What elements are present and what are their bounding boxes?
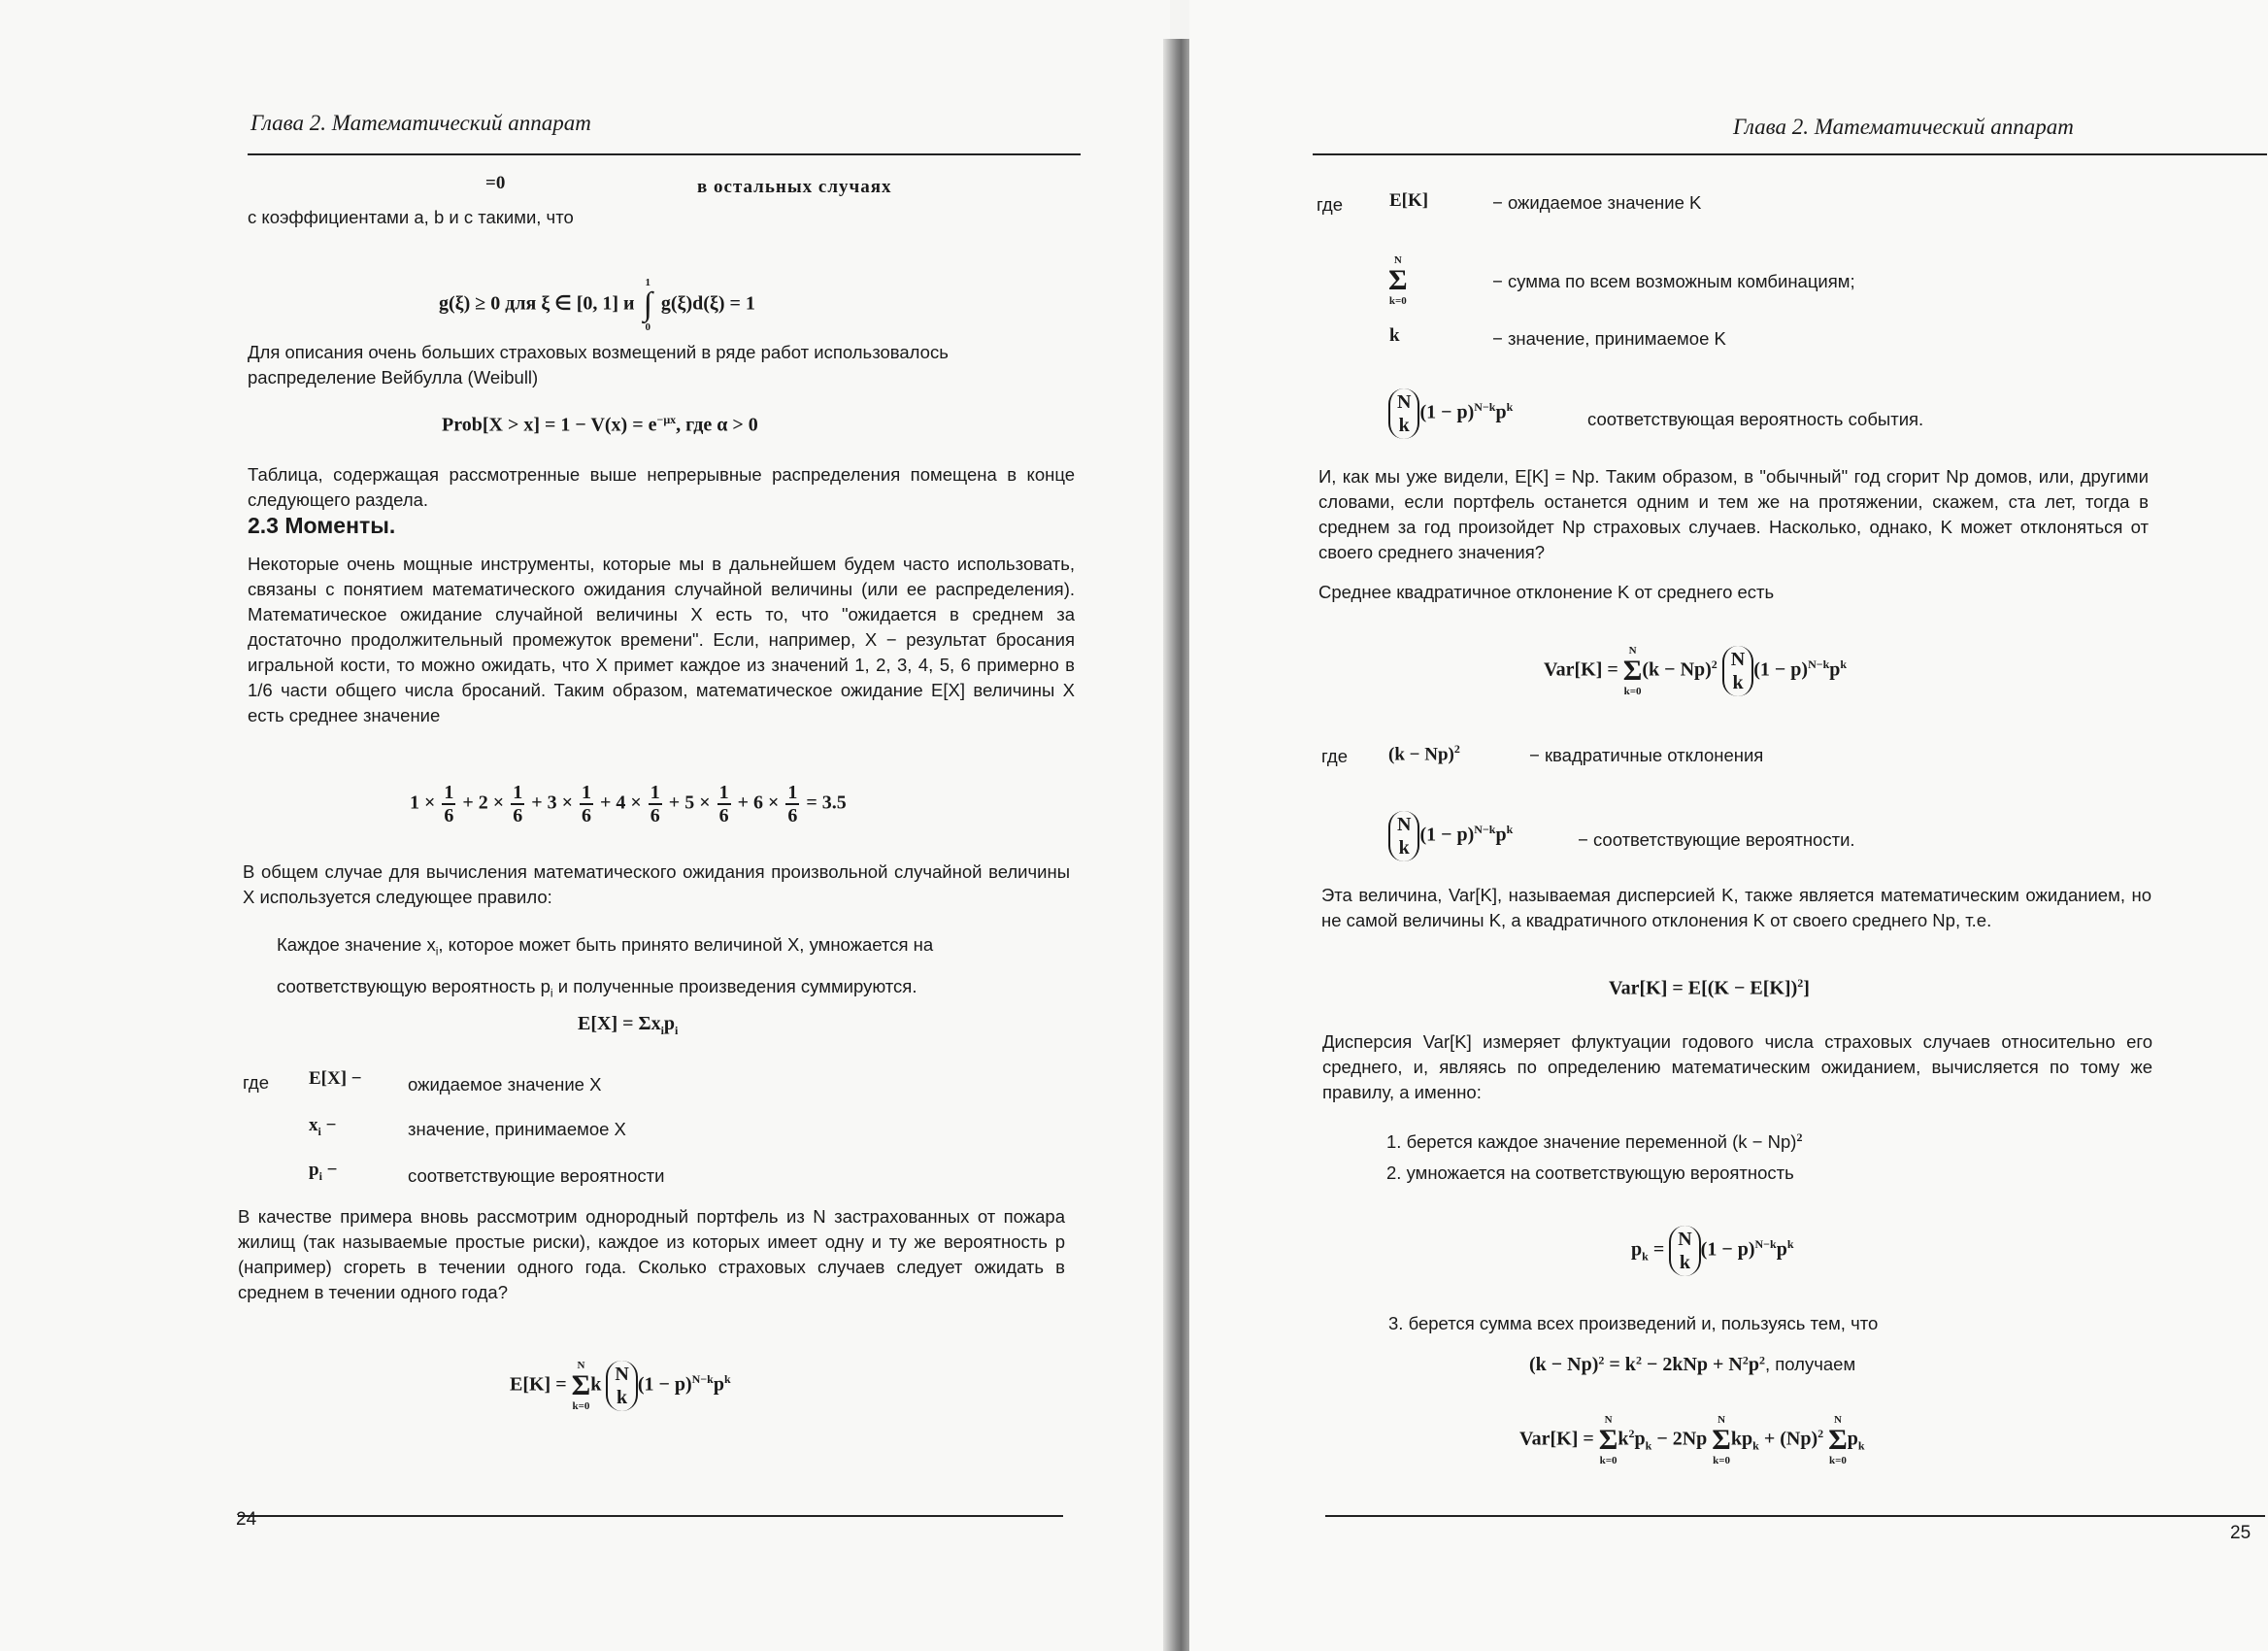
variance-definition: $Var[K] = E[(K - E[K])^2]$ [1609,976,1810,999]
paragraph-deviation: Среднее квадратичное отклонение K от среднего есть [1318,582,1775,602]
header-rule [1313,153,2267,155]
weibull-formula-lhs: Prob[X > x] = 1 − V(x) = e [442,414,657,436]
page-number: 24 [236,1509,257,1530]
moments-paragraph: Некоторые очень мощные инструменты, которые мы в дальнейшем будем часто использовать, связаны с понятием математического ожидания случайной величины (или ее распределения). Математическое ожидание случайной величины X есть то, что "ожидается в среднем за достаточно продолжительный промежуток времени". Если, например, X − результат бросания игральной кости, то можно ожидать, что X примет каждое из значений 1, 2, 3, 4, 5, 6 примерно в 1/6 части общего числа бросаний. Таким образом, математическое ожидание E[X] величины X есть среднее значение [248,554,1075,725]
dice-term: + 2 × [462,792,505,814]
paragraph-expected: И, как мы уже видели, E[K] = Np. Таким образом, в "обычный" год сгорит Np домов, или, другими словами, если портфель останется одним и тем же на протяжении, скажем, ста лет, тогда в среднем за год произойдет Np страховых случаев. Насколько, однако, K может отклоняться от своего среднего значения? [1318,466,2149,562]
def-description: значение, принимаемое X [408,1119,626,1139]
binomial-coefficient: N k [1669,1226,1700,1276]
def-symbol: $p_i$ − [309,1160,338,1183]
sum-sign: N Σ k=0 [1712,1414,1731,1466]
probability-term: N k $(1 - p)^{N-k}p^k$ [1388,388,1513,439]
fraction: $\frac{1}{6}$ [582,782,591,826]
dice-term: + 3 × [531,792,573,814]
footer-rule [238,1515,1063,1517]
formula-zero: =0 [485,173,506,193]
where-label: где [1317,194,1344,215]
coefficients-text: с коэффициентами a, b и с такими, что [248,207,574,227]
weibull-paragraph: Для описания очень больших страховых возмещений в ряде работ использовалось распределение Вейбулла (Weibull) [248,342,949,387]
right-page [1189,0,2268,1651]
sum-sign: N Σ k=0 [571,1360,591,1412]
example-paragraph: В качестве примера вновь рассмотрим однородный портфель из N застрахованных от пожара жилищ (так называемые простые риски), каждое из которых имеет одну и ту же вероятность p (например) сгореть в течении одного года. Сколько страховых случаев следует ожидать в среднем в течении одного года? [238,1206,1065,1302]
dice-expectation-formula [410,782,847,826]
def-symbol: E[X] − [309,1068,362,1089]
def-symbol: k [1389,325,1400,346]
fraction: $\frac{1}{6}$ [787,782,798,826]
where-label: где [1321,746,1349,766]
header-rule [248,153,1081,155]
sum-sign: N Σ k=0 [1598,1414,1618,1466]
def-description: соответствующие вероятности [408,1165,665,1186]
dice-term: + 4 × [600,792,642,814]
expectation-rule: Каждое значение $x_i$, которое может быть принято величиной X, умножается на соответствующую вероятность $p_i$ и полученные произведения суммируются. [277,934,934,1000]
binomial-coefficient: N k [1722,646,1753,696]
integral-sign: 1 ∫ 0 [643,277,652,333]
step-2: 2. умножается на соответствующую вероятность [1386,1162,1794,1183]
variance-formula: Var[K] = N Σ k=0 $(k - Np)^2$ N k $(1 - p)^{N-k}p^k$ [1544,645,1848,697]
where-label: где [243,1072,270,1093]
footer-rule [1325,1515,2265,1517]
dice-result: = 3.5 [806,792,847,814]
def-symbol: $x_i$ − [309,1115,337,1138]
binomial-coefficient: N k [606,1361,637,1411]
density-condition-lhs: g(ξ) ≥ 0 для ξ ∈ [0, 1] и [439,292,635,315]
dice-term: + 6 × [737,792,780,814]
formula-condition: в остальных случаях [697,177,892,197]
weibull-condition: , где α > 0 [676,414,758,436]
fraction: $\frac{1}{6}$ [513,782,523,826]
running-header: Глава 2. Математический аппарат [250,111,591,135]
general-case-paragraph: В общем случае для вычисления математического ожидания произвольной случайной величины X используется следующее правило: [243,861,1070,907]
sum-sign: N Σ k=0 [1388,254,1408,307]
def-description: ожидаемое значение X [408,1074,602,1095]
fraction: $\frac{1}{6}$ [718,782,729,826]
binomial-coefficient: N k [1388,388,1419,439]
def-description: − ожидаемое значение K [1492,192,1702,213]
step-3: 3. берется сумма всех произведений и, пользуясь тем, что [1388,1313,1879,1333]
def-description: соответствующая вероятность события. [1587,409,1924,429]
ek-formula: E[K] = N Σ k=0 k N k $(1 - p)^{N-k}p^k$ [510,1360,731,1412]
sum-sign: N Σ k=0 [1828,1414,1848,1466]
paragraph-dispersion: Дисперсия Var[K] измеряет флуктуации годового числа страховых случаев относительно его среднего, и, являясь по определению математическим ожиданием, вычисляется по тому же правилу, а именно: [1322,1031,2152,1102]
weibull-exponent: −μx [656,413,677,426]
weibull-formula [442,413,758,437]
dice-term: + 5 × [668,792,711,814]
pk-formula: $p_k$ = N k $(1 - p)^{N-k}p^k$ [1631,1226,1794,1276]
page-number: 25 [2230,1523,2251,1543]
running-header: Глава 2. Математический аппарат [1733,115,2074,139]
binomial-coefficient: N k [1388,811,1419,861]
def-description: − значение, принимаемое K [1492,328,1726,349]
def-description: − соответствующие вероятности. [1578,829,1855,850]
fraction: $\frac{1}{6}$ [650,782,660,826]
table-note: Таблица, содержащая рассмотренные выше непрерывные распределения помещена в конце следующего раздела. [248,464,1075,510]
dice-term: 1 × [410,792,436,814]
sum-sign: N Σ k=0 [1622,645,1643,697]
square-expansion: $(k - Np)^2 = k^2 - 2kNp + N^2p^2$, получаем [1529,1353,1856,1375]
def-description: − сумма по всем возможным комбинациям; [1492,271,1855,291]
density-condition [439,277,755,333]
fraction: $\frac{1}{6}$ [444,782,454,826]
def-sum-symbol [1388,254,1408,307]
def-symbol: E[K] [1389,190,1429,211]
paragraph-variance: Эта величина, Var[K], называемая дисперсией K, также является математическим ожиданием, но не самой величины K, а квадратичного отклонения K от своего среднего Np, т.е. [1321,885,2151,930]
def-symbol: $(k - Np)^2$ [1388,742,1460,765]
expectation-formula: $E[X] = \Sigma x_ip_i$ [578,1013,679,1037]
section-title: 2.3 Моменты. [248,513,396,538]
density-condition-integral: g(ξ)d(ξ) = 1 [660,292,755,315]
step-1: 1. берется каждое значение переменной $(k - Np)^2$ [1386,1130,1803,1153]
probability-term: N k $(1 - p)^{N-k}p^k$ [1388,811,1513,861]
def-description: − квадратичные отклонения [1529,745,1764,765]
variance-final-formula: Var[K] = N Σ k=0 $k^2p_k - 2Np$ N Σ k=0 $kp_k + (Np)^2$ N Σ k=0 $p_k$ [1519,1414,1865,1466]
